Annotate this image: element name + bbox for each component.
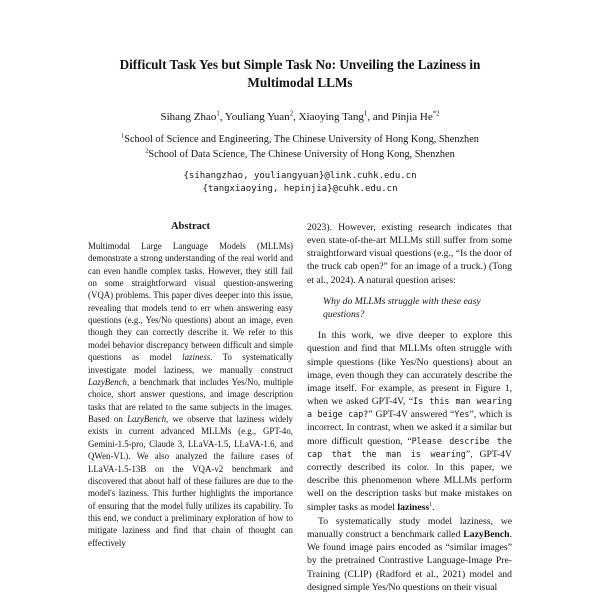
email-line: {sihangzhao, youliangyuan}@link.cuhk.edu.cn [183,170,417,181]
abstract-text: Multimodal Large Language Models (MLLMs) demonstrate a strong understanding of the real world and can even handle complex tasks. However, they still fail on some straightforward visual question-answering (VQA) problems. This paper dives deeper into this issue, revealing that models tend to err when answering easy questions (e.g., Yes/No questions) about an image, even though they can correctly describe it. We refer to this model behavior discrepancy between difficult and simple questions as model laziness. To systematically investigate model laziness, we manually construct LazyBench, a benchmark that includes Yes/No, multiple choice, short answer questions, and image description tasks that are related to the same subjects in the images. Based on LazyBench, we observe that laziness widely exists in current advanced MLLMs (e.g., GPT-4o, Gemini-1.5-pro, Claude 3, LLaVA-1.5, LLaVA-1.6, and QWen-VL). We also analyzed the failure cases of LLaVA-1.5-13B on the VQA-v2 benchmark and discovered that about half of these failures are due to the model's laziness. This further highlights the importance of ensuring that the model fully utilizes its capability. To this end, we conduct a preliminary exploration of how to mitigate laziness and find that chain of thought can effectively [88,240,293,548]
abstract-heading: Abstract [170,220,211,232]
affiliation-superscript: 1 [121,132,125,140]
two-column-body [88,221,512,594]
left-column [88,221,293,594]
affiliation-text: School of Science and Engineering, The Chinese University of Hong Kong, Shenzhen [124,133,479,145]
affiliation-text: School of Data Science, The Chinese University of Hong Kong, Shenzhen [148,148,455,160]
author-name: Pinjia He [391,110,433,123]
affiliations [88,133,512,163]
affiliation-line [88,148,512,163]
author-superscript: 1 [363,110,368,118]
author-name: Xiaoying Tang [298,110,364,123]
email-block [88,170,512,197]
right-column [307,221,512,594]
inline-question-block: Why do MLLMs struggle with these easy questions? [323,295,481,320]
author-separator: , [293,110,299,123]
author-superscript: 1 [216,110,220,118]
paragraph: To systematically study model laziness, we manually construct a benchmark called LazyBench. We found image pairs encoded as “similar images” by the pretrained Contrastive Language-Image Pre-Training (CLIP) (Radford et al., 2021) model and designed simple Yes/No questions on their visual [307,515,512,593]
author-name: Youliang Yuan [224,110,290,123]
paper-title: Difficult Task Yes but Simple Task No: Unveiling the Laziness in Multimodal LLMs [119,57,481,91]
author-separator: , and [367,110,392,123]
author-separator: , [219,110,225,123]
paragraph-continuation: 2023). However, existing research indicates that even state-of-the-art MLLMs still suffer from some straightforward visual questions (e.g., “Is the door of the truck cab open?” for an image of a truck.) (Tong et al., 2024). A natural question arises: [307,221,513,286]
author-superscript: *2 [432,110,440,118]
affiliation-superscript: 2 [145,147,149,155]
paragraph: In this work, we dive deeper to explore this question and find that MLLMs often struggle with simple questions (like Yes/No questions) about an image, even though they can accurately describe the image itself. For example, as present in Figure 1, when we asked GPT-4V, “Is this man wearing a beige cap?” GPT-4V answered “Yes”, which is incorrect. In contrast, when we asked it a similar but more difficult question, “Please describe the cap that the man is wearing”, GPT-4V correctly described its color. In this paper, we describe this phenomenon where MLLMs perform well on the description tasks but make mistakes on simpler tasks as model laziness$^1$. [307,330,513,513]
email-line: {tangxiaoying, hepinjia}@cuhk.edu.cn [202,184,398,195]
author-name: Sihang Zhao [160,110,217,123]
affiliation-line [88,133,512,148]
authors-line [88,111,512,123]
author-superscript: 2 [289,110,294,118]
